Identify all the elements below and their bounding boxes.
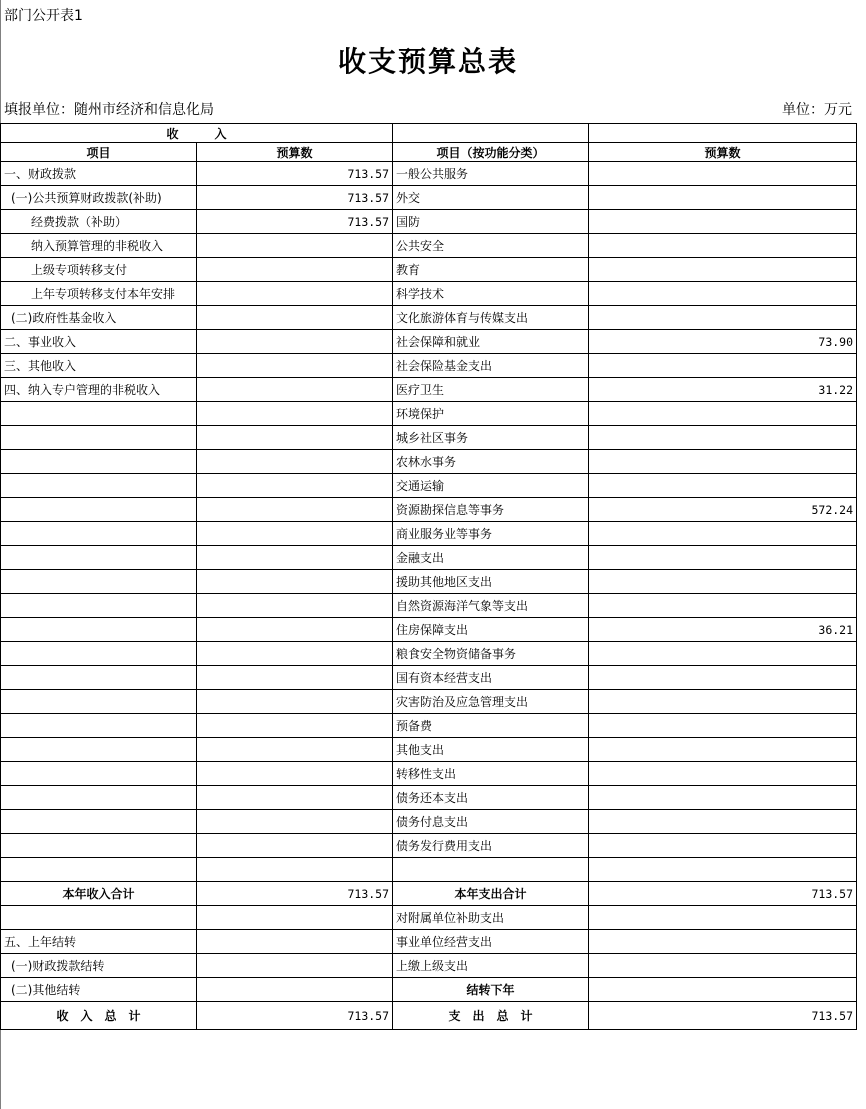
expense-item-cell: 灾害防治及应急管理支出: [393, 690, 589, 714]
income-amount-cell: [197, 954, 393, 978]
table-row: [1, 234, 857, 258]
expense-amount-cell: [589, 282, 857, 306]
table-row: [1, 162, 857, 186]
expense-item-cell: 商业服务业等事务: [393, 522, 589, 546]
income-item-cell: 二、事业收入: [1, 330, 197, 354]
table-row: [1, 474, 857, 498]
income-item-cell: (二)政府性基金收入: [1, 306, 197, 330]
income-amount-cell: [197, 258, 393, 282]
expense-item-cell: 外交: [393, 186, 589, 210]
expense-item-cell: 自然资源海洋气象等支出: [393, 594, 589, 618]
income-amount-cell: [197, 906, 393, 930]
expense-amount-cell: 36.21: [589, 618, 857, 642]
expense-amount-cell: [589, 450, 857, 474]
income-item-cell: [1, 618, 197, 642]
expense-amount-cell: [589, 834, 857, 858]
expense-amount-cell: [589, 186, 857, 210]
expense-amount-cell: [589, 354, 857, 378]
expense-item-cell: 住房保障支出: [393, 618, 589, 642]
table-row: [1, 930, 857, 954]
expense-amount-cell: [589, 402, 857, 426]
expense-item-cell: 对附属单位补助支出: [393, 906, 589, 930]
table-row: [1, 738, 857, 762]
expense-item-cell: 资源勘探信息等事务: [393, 498, 589, 522]
expense-item-cell: 农林水事务: [393, 450, 589, 474]
table-row: [1, 810, 857, 834]
col-header-item: 项目: [1, 143, 197, 162]
income-amount-cell: [197, 378, 393, 402]
income-item-cell: (二)其他结转: [1, 978, 197, 1002]
income-amount-cell: [197, 594, 393, 618]
income-item-cell: [1, 906, 197, 930]
table-row: [1, 450, 857, 474]
col-header-amount2: 预算数: [589, 143, 857, 162]
annual-total-row: [1, 882, 857, 906]
expense-amount-cell: [589, 570, 857, 594]
income-amount-cell: [197, 978, 393, 1002]
income-amount-cell: [197, 786, 393, 810]
expense-amount-cell: 572.24: [589, 498, 857, 522]
expense-amount-cell: [589, 858, 857, 882]
expense-item-cell: 医疗卫生: [393, 378, 589, 402]
grand-total-row: [1, 1002, 857, 1030]
expense-item-cell: 文化旅游体育与传媒支出: [393, 306, 589, 330]
table-row: [1, 498, 857, 522]
expense-amount-cell: [589, 546, 857, 570]
table-row: [1, 954, 857, 978]
expense-amount-cell: [589, 162, 857, 186]
income-item-cell: [1, 642, 197, 666]
income-amount-cell: [197, 738, 393, 762]
income-item-cell: [1, 450, 197, 474]
table-row: [1, 522, 857, 546]
income-item-cell: [1, 714, 197, 738]
income-amount-cell: [197, 282, 393, 306]
expense-item-cell: 金融支出: [393, 546, 589, 570]
table-row: [1, 282, 857, 306]
income-item-cell: [1, 666, 197, 690]
table-row: [1, 690, 857, 714]
income-item-cell: (一)公共预算财政拨款(补助): [1, 186, 197, 210]
income-amount-cell: [197, 234, 393, 258]
income-amount-cell: [197, 306, 393, 330]
income-item-cell: [1, 762, 197, 786]
income-amount-cell: [197, 402, 393, 426]
income-amount-cell: [197, 690, 393, 714]
income-item-cell: [1, 594, 197, 618]
expense-item-cell: 转移性支出: [393, 762, 589, 786]
income-amount-cell: [197, 498, 393, 522]
table-row: [1, 666, 857, 690]
expense-amount-cell: [589, 594, 857, 618]
income-amount-cell: 713.57: [197, 186, 393, 210]
income-amount-cell: [197, 714, 393, 738]
expense-amount-cell: [589, 954, 857, 978]
table-row: [1, 618, 857, 642]
income-item-cell: [1, 858, 197, 882]
income-item-cell: [1, 738, 197, 762]
table-row: [1, 378, 857, 402]
income-item-cell: [1, 426, 197, 450]
income-item-cell: 上级专项转移支付: [1, 258, 197, 282]
table-row: [1, 354, 857, 378]
expense-amount-cell: [589, 426, 857, 450]
expense-item-cell: 债务发行费用支出: [393, 834, 589, 858]
income-amount-cell: [197, 522, 393, 546]
reporting-unit: 填报单位：随州市经济和信息化局: [4, 102, 214, 118]
table-row: [1, 186, 857, 210]
header-row-group: [1, 124, 857, 143]
expense-item-cell: 交通运输: [393, 474, 589, 498]
income-item-cell: [1, 546, 197, 570]
grand-income-value: 713.57: [197, 1002, 393, 1030]
expense-item-cell: 债务付息支出: [393, 810, 589, 834]
income-amount-cell: [197, 330, 393, 354]
table-row: [1, 330, 857, 354]
table-row: [1, 642, 857, 666]
expense-item-cell: 科学技术: [393, 282, 589, 306]
income-item-cell: 纳入预算管理的非税收入: [1, 234, 197, 258]
income-item-cell: 三、其他收入: [1, 354, 197, 378]
table-row: [1, 546, 857, 570]
table-row: [1, 978, 857, 1002]
expense-amount-cell: [589, 810, 857, 834]
grand-expense-value: 713.57: [589, 1002, 857, 1030]
income-amount-cell: [197, 618, 393, 642]
expense-item-cell: [393, 858, 589, 882]
income-item-cell: [1, 522, 197, 546]
income-amount-cell: [197, 666, 393, 690]
grand-income-label: 收 入 总 计: [1, 1002, 197, 1030]
income-item-cell: [1, 690, 197, 714]
income-item-cell: [1, 834, 197, 858]
expense-amount-cell: [589, 210, 857, 234]
sheet-label: 部门公开表1: [4, 8, 83, 24]
expense-amount-cell: [589, 906, 857, 930]
header-blank-cell: [589, 124, 857, 143]
income-amount-cell: [197, 426, 393, 450]
table-row: [1, 714, 857, 738]
currency-unit: 单位：万元: [782, 102, 852, 118]
expense-amount-cell: [589, 234, 857, 258]
income-item-cell: 五、上年结转: [1, 930, 197, 954]
income-amount-cell: [197, 450, 393, 474]
expense-amount-cell: 73.90: [589, 330, 857, 354]
expense-item-cell: 城乡社区事务: [393, 426, 589, 450]
income-amount-cell: [197, 834, 393, 858]
income-amount-cell: [197, 546, 393, 570]
table-row: [1, 594, 857, 618]
header-row-columns: [1, 143, 857, 162]
expense-item-cell: 公共安全: [393, 234, 589, 258]
expense-total-value: 713.57: [589, 882, 857, 906]
income-amount-cell: [197, 762, 393, 786]
table-row: [1, 834, 857, 858]
table-row: [1, 258, 857, 282]
expense-amount-cell: [589, 762, 857, 786]
expense-total-label: 本年支出合计: [393, 882, 589, 906]
income-amount-cell: [197, 354, 393, 378]
income-amount-cell: [197, 570, 393, 594]
expense-amount-cell: [589, 738, 857, 762]
income-total-value: 713.57: [197, 882, 393, 906]
table-row: [1, 762, 857, 786]
expense-item-cell: 教育: [393, 258, 589, 282]
expense-item-cell: 国防: [393, 210, 589, 234]
expense-amount-cell: [589, 714, 857, 738]
expense-amount-cell: [589, 978, 857, 1002]
income-item-cell: [1, 786, 197, 810]
income-item-cell: [1, 810, 197, 834]
income-item-cell: [1, 498, 197, 522]
income-amount-cell: 713.57: [197, 162, 393, 186]
income-item-cell: 一、财政拨款: [1, 162, 197, 186]
income-amount-cell: [197, 810, 393, 834]
expense-item-cell: 援助其他地区支出: [393, 570, 589, 594]
expense-item-cell: 其他支出: [393, 738, 589, 762]
page-title: 收支预算总表: [337, 45, 518, 78]
meta-row: [4, 99, 852, 119]
income-item-cell: (一)财政拨款结转: [1, 954, 197, 978]
expense-item-cell: 社会保障和就业: [393, 330, 589, 354]
col-header-amount: 预算数: [197, 143, 393, 162]
expense-item-cell: 结转下年: [393, 978, 589, 1002]
expense-item-cell: 国有资本经营支出: [393, 666, 589, 690]
expense-item-cell: 上缴上级支出: [393, 954, 589, 978]
expense-item-cell: 粮食安全物资储备事务: [393, 642, 589, 666]
income-group-header: 收 入: [1, 124, 393, 143]
table-row: [1, 786, 857, 810]
table-row: [1, 402, 857, 426]
header-blank-cell: [393, 124, 589, 143]
income-item-cell: [1, 474, 197, 498]
col-header-item-func: 项目（按功能分类）: [393, 143, 589, 162]
income-item-cell: 经费拨款（补助）: [1, 210, 197, 234]
income-item-cell: 上年专项转移支付本年安排: [1, 282, 197, 306]
expense-amount-cell: [589, 258, 857, 282]
table-row: [1, 210, 857, 234]
expense-item-cell: 环境保护: [393, 402, 589, 426]
expense-amount-cell: [589, 690, 857, 714]
table-row: [1, 306, 857, 330]
income-item-cell: 四、纳入专户管理的非税收入: [1, 378, 197, 402]
expense-amount-cell: [589, 306, 857, 330]
expense-amount-cell: [589, 786, 857, 810]
grand-expense-label: 支 出 总 计: [393, 1002, 589, 1030]
income-amount-cell: [197, 858, 393, 882]
expense-amount-cell: [589, 666, 857, 690]
income-amount-cell: [197, 930, 393, 954]
budget-table: [0, 123, 857, 1030]
expense-item-cell: 社会保险基金支出: [393, 354, 589, 378]
income-amount-cell: [197, 642, 393, 666]
expense-item-cell: 一般公共服务: [393, 162, 589, 186]
expense-amount-cell: [589, 474, 857, 498]
expense-amount-cell: [589, 930, 857, 954]
table-row: [1, 426, 857, 450]
income-total-label: 本年收入合计: [1, 882, 197, 906]
expense-amount-cell: [589, 522, 857, 546]
income-item-cell: [1, 402, 197, 426]
expense-item-cell: 预备费: [393, 714, 589, 738]
table-row: [1, 906, 857, 930]
table-row: [1, 858, 857, 882]
expense-amount-cell: 31.22: [589, 378, 857, 402]
expense-item-cell: 事业单位经营支出: [393, 930, 589, 954]
income-amount-cell: 713.57: [197, 210, 393, 234]
income-amount-cell: [197, 474, 393, 498]
expense-item-cell: 债务还本支出: [393, 786, 589, 810]
expense-amount-cell: [589, 642, 857, 666]
table-row: [1, 570, 857, 594]
income-item-cell: [1, 570, 197, 594]
